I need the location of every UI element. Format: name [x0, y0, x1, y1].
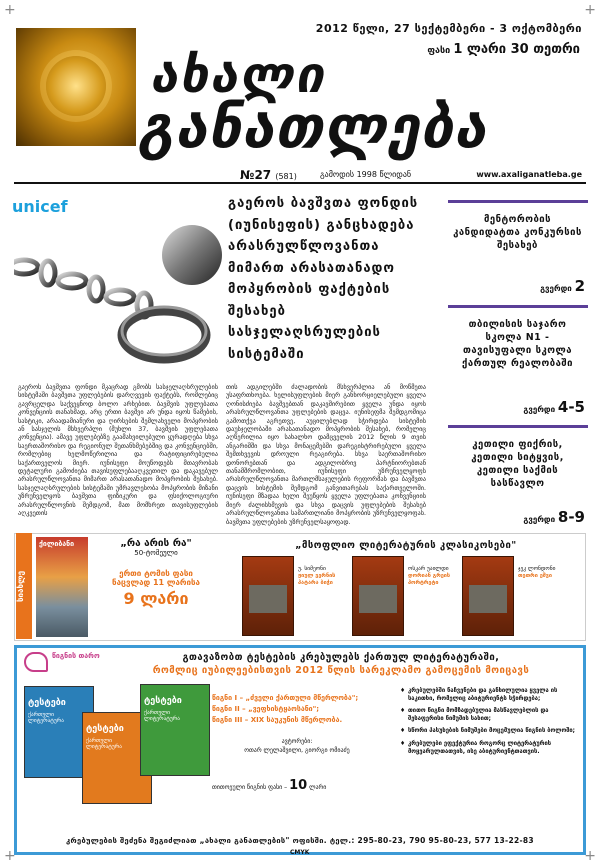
book-author: უ. სიმეონი — [298, 566, 326, 572]
issue-number — [240, 168, 297, 182]
book-authors — [212, 738, 382, 755]
book-title: დორიან გრეის პორტრეტი — [408, 573, 451, 586]
cover-subtitle: ქართული ლიტერატურა — [28, 712, 64, 724]
sidebar-item-title[interactable]: მენტორობის კანდიდატთა კონკურსის შესახებ — [453, 214, 582, 251]
rara-title: „რა არის რა" — [120, 538, 192, 549]
issue-date-range: 2012 წელი, 27 სექტემბერი - 3 ოქტომბერი — [315, 22, 582, 35]
sidebar-item-page — [450, 508, 585, 526]
registration-mark: + — [4, 848, 16, 864]
authors-label: ავტორები: — [281, 738, 313, 745]
book-price — [212, 778, 382, 793]
feature-item: ♦ თითო წიგნი მომზადებულია მასწავლებლის და შესაფერისი ნიმუშის სახით; — [400, 708, 578, 723]
classic-book-cover[interactable] — [242, 556, 294, 636]
test-book-cover[interactable] — [140, 684, 210, 776]
offer-line-1: ერთი ტომის ფასი — [119, 569, 193, 578]
headline-line-1: გთავაზობთ ტესტების კრებულებს ქართულ ლიტერატურაში, — [182, 652, 500, 663]
shackle-chain-image — [14, 215, 224, 375]
page-number: 4-5 — [557, 398, 585, 416]
cmyk-mark: CMYK — [290, 849, 310, 856]
sidebar-accent-bar — [448, 305, 588, 308]
book-author: ოსკარ უაილდი — [408, 566, 449, 572]
sidebar-accent-bar — [448, 200, 588, 203]
sidebar-item-page — [450, 398, 585, 416]
website-url[interactable]: www.axaliganatleba.ge — [476, 170, 582, 179]
book-nominations — [212, 693, 382, 726]
classic-book-cover[interactable] — [462, 556, 514, 636]
new-label: სიახლე — [16, 533, 32, 639]
registration-mark: + — [4, 2, 16, 18]
book-cover-title: ქილიბანი — [39, 540, 75, 548]
cover-title: ტესტები — [86, 724, 124, 734]
lead-body-column-2: თის ადგილებში ძალადობის მსხვერპლია ან მოწმეთა უსაფრთხოება. ხელისუფლების მიერ განხორციელებული ყველა ღონისძიება ბავშვებთან დაკავშირებით ყველა უნდა იყოს არასრულწლოვანთა უფლებების დაცვა. იუნისეფმა შემდგომიცა გამოთქვა აგრეთვე, აუცილებლად სჭირდება სისტემის დაუსჯელობაში არასათანადო მოპყრობის შესახებ, რომელიც აღწერილია იყო სახალხო დამცველის 2012 წლის 9 თვის ანგარიშში და სხვა მონაცემებში დარეგისტრირებული ყველა შემთხვევის დროული რეაგირება. სხვა საერთაშორისო დონორებთან და ადგილობრივ პარტნიორებთან თანამშრომლობით, იუნისეფი უზრუნველყოფს არასრულწლოვანთა მართლმსაჯულების რეფორმას და ბავშვთა დაცვის სისტემის შემდგომ განვითარებას საქართველოში. იუნისეფი მზადაა ხელი შეუწყოს ყველა უფლებათა კონვენციის მიერ ძალისხმევის და სხვა დაცვის უფლებების შესახებ არასრულწლოვანთა სამართლიანი მოპყრობის უზრუნველყოფას. ბავშვთა უფლებების უზრუნველსაყოფად. — [226, 384, 426, 526]
book-cover-rara[interactable] — [36, 537, 88, 637]
page-label: გვერდი — [523, 515, 556, 524]
masthead-title-line1: ახალი — [150, 46, 326, 104]
book-title: თეთრი ეშვი — [518, 573, 552, 579]
sidebar-item-title[interactable]: თბილისის საჯარო სკოლა N1 - თავისუფალი სკოლა ქართულ რეალობაში — [462, 319, 573, 369]
cover-subtitle: ქართული ლიტერატურა — [144, 710, 180, 722]
masthead-sun-emblem — [16, 28, 136, 146]
cover-title: ტესტები — [144, 696, 182, 706]
registration-mark: + — [584, 848, 596, 864]
lead-body-column-1: გაეროს ბავშვთა ფონდი მკაცრად გმობს სასჯელაღსრულების სისტემაში ბავშვთა უფლებების დარღვევის ფაქტებს, რომლებიც გავრცელდა საქვეყნოდ ბოლო არხებით. ბავშვის უფლებათა კონვენციის თანახმად, არც ერთი ბავშვი არ უნდა იყოს წამების, სასტიკი, არაადამიანური და ღირსების შემლახველი მოპყრობის ან სასჯელის მსხვერპლი (მუხლი 37, ბავშვის უფლებათა კონვენცია). ამავე უფლებებზე გაამახვილებული ყურადღება სხვა საერთაშორისო და რეგიონულ შეთანხმებებშიც და კონვენციებში, რომლებიც ხელმოწერილია და რატიფიცირებულია საქართველოს მიერ. იუნისეფი მოუწოდებს მთავრობას დეტალური გამოძიება თავისუფლებააღკვეთილ და დაკავებულ არასრულწლოვანთა მიმართ არასათანადო მოპყრობის შესახებ. სასჯელაღსრულების სისტემაში უმრავლესობა მოპყრობის მიზანი უზრუნველყოს ბავშვთა ფიზიკური და ფსიქოლოგიური არასრულწლოვნის შემდგომ, მათ მომხრეთ თავისუფლების აღკვეთის — [18, 384, 218, 518]
offer-line-2: ნაცვლად 11 ლარისა — [112, 578, 200, 587]
book-title: ჟიულ ვერნის პატარა ბიჭი — [298, 573, 336, 586]
masthead-divider — [14, 182, 586, 184]
page-number: 8-9 — [557, 508, 585, 526]
lead-headline: გაეროს ბავშვთა ფონდის (იუნისეფის) განცხადება არასრულწლოვანთა მიმართ არასათანადო მოპყრობის ფაქტების შესახებ სასჯელაღსრულების სისტემაში — [228, 196, 419, 362]
masthead-title-line2: განათლება — [138, 93, 488, 161]
classic-book-note — [518, 566, 570, 580]
price-label: თითოეული წიგნის ფასი – — [212, 784, 288, 791]
book-shelf-icon — [24, 652, 48, 672]
page-label: გვერდი — [540, 284, 572, 293]
issue-number-sub: (581) — [275, 172, 297, 181]
book-author: ჯეკ ლონდონი — [518, 566, 556, 572]
price-unit: ლარი — [309, 784, 327, 791]
cover-subtitle: ქართული ლიტერატურა — [86, 738, 122, 750]
price-value: 1 ლარი 30 თეთრი — [453, 42, 580, 57]
classic-book-cover[interactable] — [352, 556, 404, 636]
classics-title: „მსოფლიო ლიტერატურის კლასიკოსები" — [295, 540, 517, 551]
feature-item: ♦ სწორი პასუხების ნიმუშები მოცემულია წიგნის ბოლოში; — [400, 728, 578, 736]
test-books-headline — [102, 651, 580, 677]
nomination-item: წიგნი II – „ვეფხისტყაოსანი"; — [212, 705, 320, 713]
headline-line-2: რომლიც იუბილეებისთვის 2012 წლის სარეკლამო გამოცემის მოიცავს — [152, 665, 530, 676]
price-label: ფასი — [427, 46, 451, 56]
unicef-logo: unicef — [12, 197, 68, 216]
authors-names: ოთარ ლელაშვილი, გიორგი ომიაძე — [244, 746, 350, 754]
offer-price: 9 ლარი — [123, 589, 189, 608]
founded-text: გამოდის 1998 წლიდან — [320, 170, 412, 179]
registration-mark: + — [584, 2, 596, 18]
price-amount: 10 — [289, 778, 308, 793]
feature-item: ♦ კრებულები ეფექტურია როგორც ლიტერატურის მოყვარულთათვის, ისე აბიტურიენტთათვის. — [400, 741, 578, 756]
sidebar-item-page — [450, 277, 585, 295]
publisher-logo-text: წიგნის თარო — [52, 652, 100, 660]
ad-contact-footer: კრებულების შეძენა შეგიძლიათ „ახალი განათლების" ოფისში. ტელ.: 295-80-23, 790 95-80-23, 577 13-22-83 — [66, 836, 534, 845]
rara-offer — [96, 538, 216, 608]
nomination-item: წიგნი III – XIX საუკუნის მწერლობა. — [212, 716, 343, 724]
issue-number-main: №27 — [240, 168, 272, 182]
feature-item: ♦ კრებულებში ნაჩვენები და განხილულია ყველა ის საკითხი, რომელიც აბიტურიენტს სჭირდება; — [400, 688, 578, 703]
classic-book-note — [408, 566, 460, 587]
cover-title: ტესტები — [28, 698, 66, 708]
classic-book-note — [298, 566, 350, 587]
page-label: გვერდი — [523, 405, 556, 414]
rara-subtitle: 50-ტომეული — [134, 549, 178, 557]
price — [427, 42, 580, 57]
page-number: 2 — [574, 277, 585, 295]
book-features-list — [400, 688, 578, 761]
sidebar-item-title[interactable]: კეთილი ფიქრის, კეთილი სიტყვის, კეთილი საქმის სასწავლო — [471, 439, 564, 489]
nomination-item: წიგნი I – „ძველი ქართული მწერლობა"; — [212, 694, 359, 702]
sidebar-accent-bar — [448, 425, 588, 428]
